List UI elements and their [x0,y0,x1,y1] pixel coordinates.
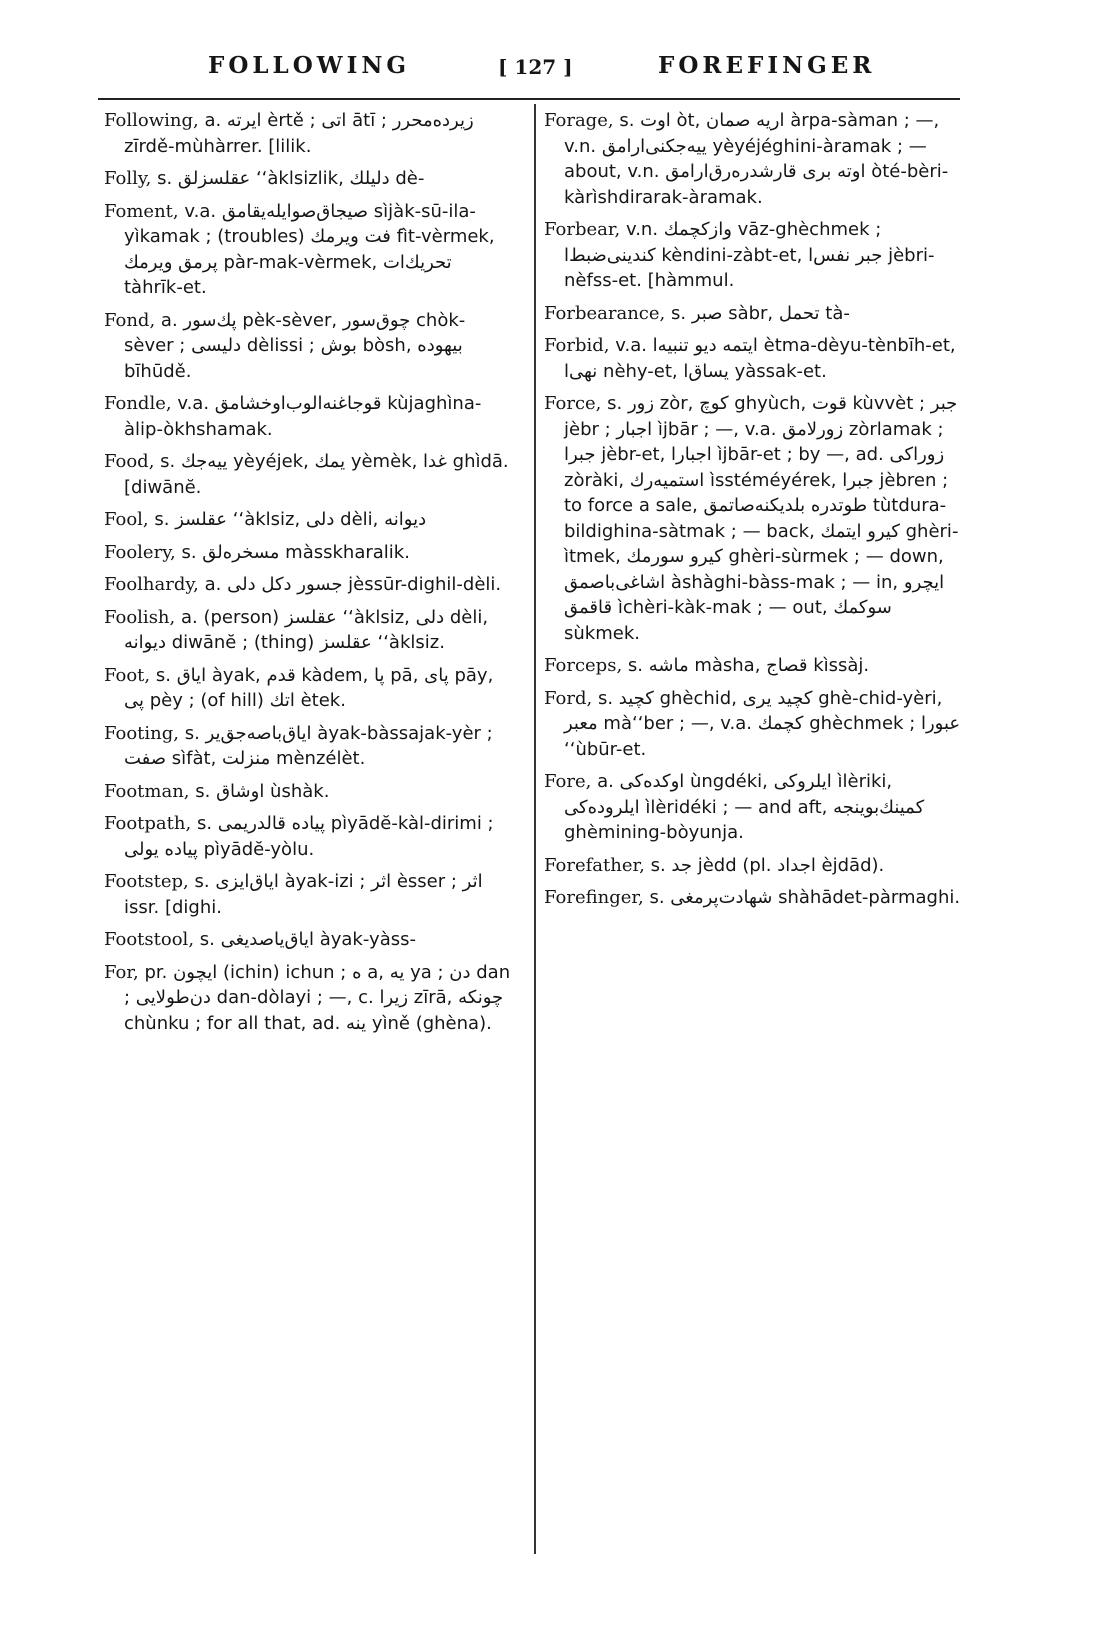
headword: Footman, [104,780,190,802]
definition: a. اوكده‌كی ùngdéki, ایلروكی ìlèriki, ایلروده‌كی ìlèridéki ; — and aft, كمینك‌بوینجه ghèmining-bòyunja. [564,771,925,843]
header-left-guideword: FOLLOWING [208,52,410,79]
header-right-guideword: FOREFINGER [658,52,876,79]
dictionary-entry [104,811,514,862]
dictionary-entry [104,308,514,385]
dictionary-entry [104,391,514,442]
dictionary-entry [104,779,514,805]
definition: v.a. قوجاغنه‌الوب‌اوخشامق kùjaghìna-àlip-òkhshamak. [124,393,482,440]
page-header [0,52,1115,92]
dictionary-entry [104,663,514,714]
definition: s. عقلسز ‘‘àklsiz, دلی dèli, دیوانه [154,509,427,530]
headword: Fond, [104,309,156,331]
headword: Footpath, [104,813,192,834]
definition: s. جد jèdd (pl. اجداد èjdād). [650,854,885,876]
dictionary-entry [104,869,514,920]
definition: s. ییه‌جك yèyéjek, یمك yèmèk, غدا ghìdā. [diwānĕ. [124,451,509,498]
page-number: [ 127 ] [498,55,573,79]
dictionary-entry [104,572,514,598]
headword: Fool, [104,509,149,530]
definition: s. شهادت‌پرمغی shàhādet-pàrmaghi. [649,887,961,908]
definition: s. مسخره‌لق màsskharalik. [181,541,410,563]
headword: Footstool, [104,929,195,950]
definition: s. عقلسزلق ‘‘àklsizlik, دلیلك dè- [157,168,425,189]
headword: Folly, [104,168,152,189]
dictionary-entry [544,686,962,763]
headword: Foolery, [104,541,176,563]
dictionary-entry [544,769,962,846]
definition: s. ماشه màsha, قصاج kìssàj. [627,655,870,676]
definition: a. (person) عقلسز ‘‘àklsiz, دلی dèli, دیوانه diwānĕ ; (thing) عقلسز ‘‘àklsiz. [124,606,489,653]
dictionary-entry [544,391,962,646]
dictionary-entry [104,108,514,159]
definition: a. جسور دكل دلی jèssūr-dighil-dèli. [204,574,502,595]
headword: Foolish, [104,606,176,628]
dictionary-entry [544,885,962,911]
headword: Forceps, [544,655,623,676]
dictionary-entry [104,605,514,656]
dictionary-entry [104,166,514,192]
definition: a. ایرته èrtě ; اتی ātī ; زیرده‌محرر zīrdě-mùhàrrer. [lilik. [124,110,474,157]
definition: s. كچید ghèchid, كچید یری ghè-chid-yèri, معبر mà‘‘ber ; —, v.a. كچمك ghèchmek ; عبورا ‘‘ùbūr-et. [564,687,961,760]
definition: v.n. وازكچمك vāz-ghèchmek ; كندینی‌ضبط‌ا kèndini-zàbt-et, جبر نفس‌ا jèbri-nèfss-et. [hàmmul. [564,219,935,291]
headword: Forage, [544,110,614,131]
headword: Footstep, [104,871,189,892]
definition: s. ایاق àyak, قدم kàdem, پا pā, پای pāy, پی pèy ; (of hill) اتك ètek. [124,664,494,711]
definition: s. اوت òt, اریه صمان àrpa-sàman ; —, v.n. ییه‌جكنی‌ارامق yèyéjéghini-àramak ; — about, v.n. اوته بری قارشدره‌رق‌ارامق òté-bèri-kàrìshdirarak-àramak. [564,110,949,208]
dictionary-entry [544,653,962,679]
definition: s. اوشاق ùshàk. [195,780,330,802]
headword: Footing, [104,722,180,744]
definition: a. پك‌سور pèk-sèver, چوق‌سور chòk-sèver ; دلیسی dèlissi ; بوش bòsh, بیهوده bīhūdě. [124,309,466,382]
headword: Food, [104,451,155,472]
definition: v.a. صیجاق‌صوایله‌یقامق sìjàk-sū-ila-yìkamak ; (troubles) فت ویرمك fìt-vèrmek, پرمق ویرمك pàr-mak-vèrmek, تحریك‌ات tàhrīk-et. [124,200,495,298]
definition: pr. ایچون (ichin) ichun ; ه a, یه ya ; دن dan ; دن‌طولایی dan-dòlayi ; —, c. زیرا zīrā, چونكه chùnku ; for all that, ad. ینه yìně (ghèna). [124,961,511,1034]
headword: For, [104,961,139,983]
column-divider [534,104,536,1554]
dictionary-entry [544,853,962,879]
dictionary-entry [544,301,962,327]
headword: Forefinger, [544,887,644,908]
dictionary-entry [104,199,514,301]
definition: s. ایاق‌ایزی àyak-izi ; اثر èsser ; اثر issr. [dighi. [124,871,483,918]
headword: Foot, [104,664,151,686]
headword: Force, [544,393,602,414]
right-column [544,108,962,918]
headword: Forefather, [544,854,645,876]
definition: s. ایاق‌باصه‌جق‌یر àyak-bàssajak-yèr ; صفت sìfàt, منزلت mènzélèt. [124,722,493,769]
left-column [104,108,514,1043]
dictionary-entry [544,108,962,210]
headword: Forbear, [544,219,621,240]
definition: s. صبر sàbr, تحمل tà- [670,302,850,324]
headword: Foment, [104,200,179,222]
headword: Following, [104,110,199,131]
headword: Fondle, [104,393,172,414]
definition: s. ایاق‌یاصدیغی àyak-yàss- [199,929,416,950]
headword: Fore, [544,771,592,792]
headword: Foolhardy, [104,574,199,595]
dictionary-entry [104,927,514,953]
dictionary-entry [104,960,514,1037]
header-rule [98,98,960,100]
definition: s. زور zòr, كوچ ghyùch, قوت kùvvèt ; جبر jèbr ; اجبار ìjbār ; —, v.a. زورلامق zòrlamak ; جبرا jèbr-et, اجبارا ìjbār-et ; by —, ad. زوراكی zòràki, استمیه‌رك ìsstéméyérek, جبرا jèbren ; to force a sale, طوتدره بلدیكنه‌صاتمق tùtdura-bildighina-sàtmak ; — back, كیرو ایتمك ghèri-ìtmek, كیرو سورمك ghèri-sùrmek ; — down, اشاغی‌باصمق àshàghi-bàss-mak ; — in, ایچرو قاقمق ìchèri-kàk-mak ; — out, سوكمك sùkmek. [564,393,959,644]
dictionary-entry [544,217,962,294]
headword: Forbearance, [544,302,666,324]
dictionary-entry [104,721,514,772]
dictionary-entry [104,449,514,500]
dictionary-entry [104,540,514,566]
headword: Ford, [544,687,593,709]
definition: v.a. ایتمه دیو تنبیه‌ا ètma-dèyu-tènbīh-et, نهی‌ا nèhy-et, یساق‌ا yàssak-et. [564,335,956,382]
definition: s. پیاده قالدریمی pìyādĕ-kàl-dirimi ; پیاده یولی pìyādĕ-yòlu. [124,813,494,860]
headword: Forbid, [544,335,610,356]
dictionary-entry [544,333,962,384]
dictionary-entry [104,507,514,533]
